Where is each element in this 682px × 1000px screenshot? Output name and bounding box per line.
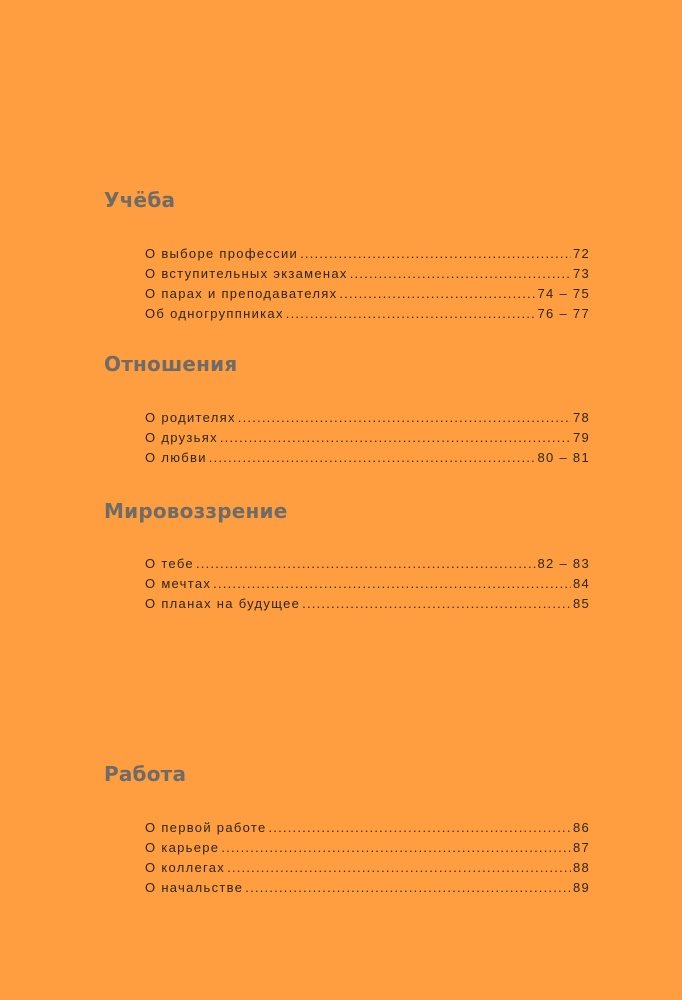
toc-list bbox=[145, 410, 590, 470]
dot-leader bbox=[221, 840, 571, 855]
toc-list bbox=[145, 246, 590, 326]
section-title: Учёба bbox=[104, 188, 176, 212]
section-title: Отношения bbox=[104, 352, 238, 376]
toc-item-page: 89 bbox=[572, 880, 590, 895]
toc-item-page: 73 bbox=[572, 266, 590, 281]
dot-leader bbox=[227, 860, 571, 875]
toc-item-label: О вступительных экзаменах bbox=[145, 266, 348, 281]
toc-item-label: О планах на будущее bbox=[145, 596, 301, 611]
toc-list bbox=[145, 556, 590, 616]
toc-item[interactable] bbox=[145, 576, 590, 596]
dot-leader bbox=[300, 246, 571, 261]
toc-item-label: О первой работе bbox=[145, 820, 267, 835]
dot-leader bbox=[213, 576, 571, 591]
toc-item-page: 78 bbox=[572, 410, 590, 425]
toc-item[interactable] bbox=[145, 450, 590, 470]
toc-item-label: О карьере bbox=[145, 840, 220, 855]
toc-item-label: О тебе bbox=[145, 556, 194, 571]
toc-item-label: О друзьях bbox=[145, 430, 218, 445]
toc-item-page: 88 bbox=[572, 860, 590, 875]
toc-item-page: 87 bbox=[572, 840, 590, 855]
toc-item[interactable] bbox=[145, 860, 590, 880]
toc-item[interactable] bbox=[145, 596, 590, 616]
dot-leader bbox=[220, 430, 571, 445]
dot-leader bbox=[268, 820, 570, 835]
dot-leader bbox=[339, 286, 535, 301]
toc-item-label: О мечтах bbox=[145, 576, 212, 591]
toc-item-page: 86 bbox=[572, 820, 590, 835]
toc-item-page: 80 – 81 bbox=[537, 450, 590, 465]
toc-item[interactable] bbox=[145, 410, 590, 430]
toc-item[interactable] bbox=[145, 840, 590, 860]
toc-item-label: О выборе профессии bbox=[145, 246, 299, 261]
toc-item[interactable] bbox=[145, 246, 590, 266]
toc-item-page: 74 – 75 bbox=[537, 286, 590, 301]
toc-item[interactable] bbox=[145, 286, 590, 306]
toc-item[interactable] bbox=[145, 820, 590, 840]
toc-item[interactable] bbox=[145, 266, 590, 286]
dot-leader bbox=[350, 266, 571, 281]
toc-item-label: О начальстве bbox=[145, 880, 244, 895]
toc-item-label: О коллегах bbox=[145, 860, 226, 875]
toc-list bbox=[145, 820, 590, 900]
toc-item-page: 85 bbox=[572, 596, 590, 611]
dot-leader bbox=[196, 556, 536, 571]
toc-item[interactable] bbox=[145, 556, 590, 576]
toc-item-label: Об одногруппниках bbox=[145, 306, 284, 321]
toc-item-page: 79 bbox=[572, 430, 590, 445]
section-title: Мировоззрение bbox=[104, 499, 288, 523]
dot-leader bbox=[286, 306, 536, 321]
toc-item-label: О родителях bbox=[145, 410, 236, 425]
dot-leader bbox=[302, 596, 571, 611]
toc-item-page: 82 – 83 bbox=[537, 556, 590, 571]
toc-item-page: 76 – 77 bbox=[537, 306, 590, 321]
dot-leader bbox=[238, 410, 571, 425]
toc-item-label: О парах и преподавателях bbox=[145, 286, 338, 301]
toc-item[interactable] bbox=[145, 306, 590, 326]
section-title: Работа bbox=[104, 762, 187, 786]
toc-item-label: О любви bbox=[145, 450, 207, 465]
dot-leader bbox=[209, 450, 536, 465]
toc-item[interactable] bbox=[145, 430, 590, 450]
toc-item-page: 72 bbox=[572, 246, 590, 261]
dot-leader bbox=[245, 880, 571, 895]
toc-item[interactable] bbox=[145, 880, 590, 900]
toc-item-page: 84 bbox=[572, 576, 590, 591]
